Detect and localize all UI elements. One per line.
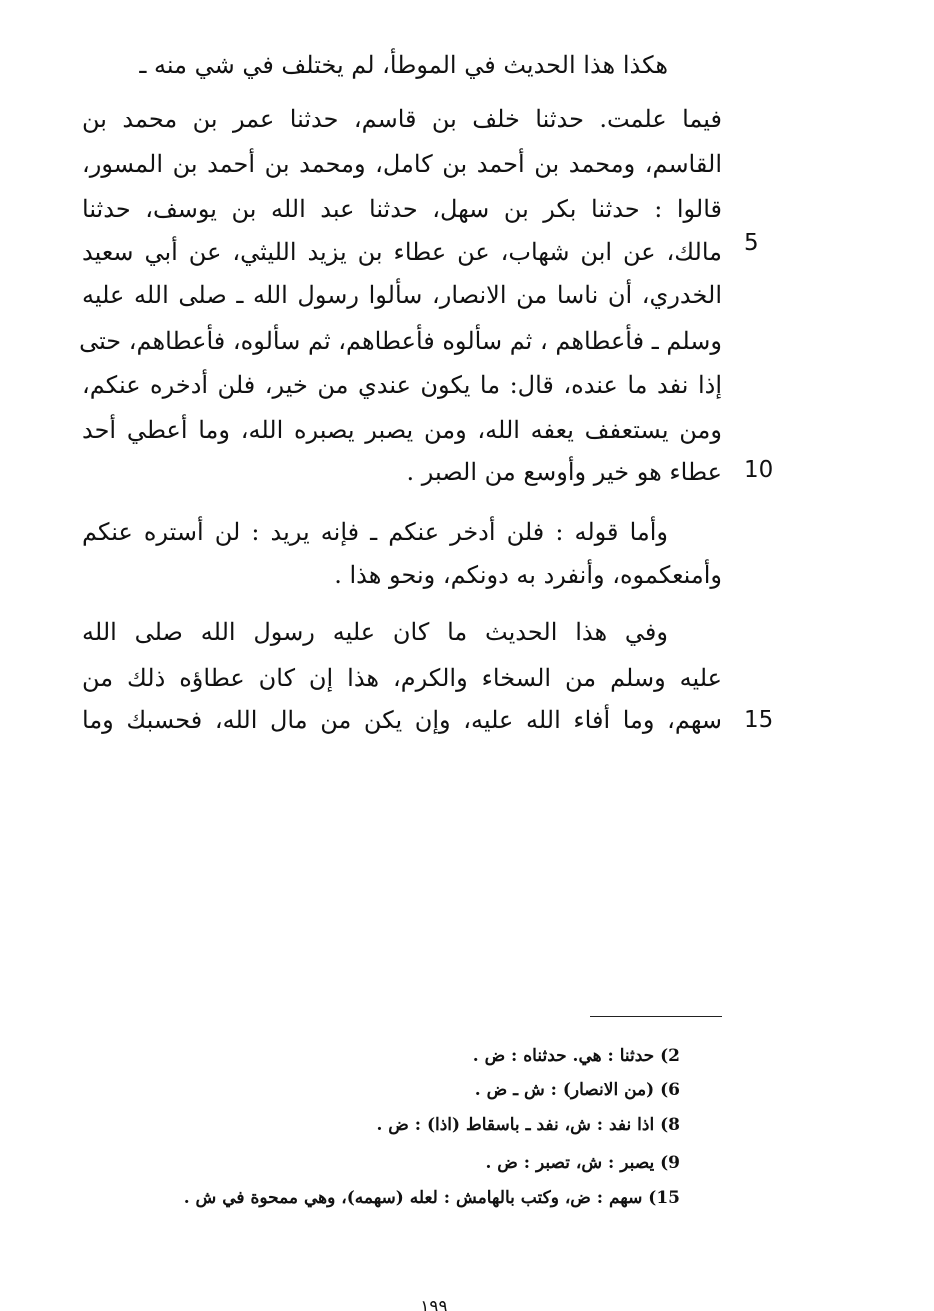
footnote: 6) (من الانصار) : ش ـ ض . xyxy=(474,1080,680,1100)
text-line: وفي هذا الحديث ما كان عليه رسول الله صلى الله xyxy=(82,618,668,646)
footnote: 8) اذا نفد : ش، نفد ـ باسقاط (اذا) : ض . xyxy=(376,1115,680,1135)
text-line: إذا نفد ما عنده، قال: ما يكون عندي من خير، فلن أدخره عنكم، xyxy=(82,371,722,399)
text-line: قالوا : حدثنا بكر بن سهل، حدثنا عبد الله بن يوسف، حدثنا xyxy=(82,195,722,223)
text-line: القاسم، ومحمد بن أحمد بن كامل، ومحمد بن أحمد بن المسور، xyxy=(82,150,722,178)
footnote: 2) حدثنا : هي. حدثناه : ض . xyxy=(472,1046,680,1066)
text-line: عطاء هو خير وأوسع من الصبر . xyxy=(406,458,722,486)
line-number: 10 xyxy=(744,457,774,483)
text-line: الخدري، أن ناسا من الانصار، سألوا رسول الله ـ صلى الله عليه xyxy=(82,281,722,309)
page-number: ١٩٩ xyxy=(420,1297,448,1311)
footnote: 15) سهم : ض، وكتب بالهامش : لعله (سهمه)، وهي ممحوة في ش . xyxy=(183,1188,680,1208)
text-line: عليه وسلم من السخاء والكرم، هذا إن كان عطاؤه ذلك من xyxy=(82,664,722,692)
text-line: فيما علمت. حدثنا خلف بن قاسم، حدثنا عمر بن محمد بن xyxy=(82,105,722,133)
text-line: وسلم ـ فأعطاهم ، ثم سألوه فأعطاهم، ثم سألوه، فأعطاهم، حتى xyxy=(79,327,722,355)
footnote-divider xyxy=(590,1016,722,1017)
text-line: سهم، وما أفاء الله عليه، وإن يكن من مال الله، فحسبك وما xyxy=(82,706,722,734)
text-line: وأما قوله : فلن أدخر عنكم ـ فإنه يريد : لن أستره عنكم xyxy=(82,518,668,546)
text-line: هكذا هذا الحديث في الموطأ، لم يختلف في شي منه ـ xyxy=(139,51,668,79)
footnote: 9) يصبر : ش، تصبر : ض . xyxy=(485,1153,680,1173)
line-number: 5 xyxy=(744,230,759,256)
line-number: 15 xyxy=(744,707,774,733)
text-line: وأمنعكموه، وأنفرد به دونكم، ونحو هذا . xyxy=(334,561,722,589)
text-line: ومن يستعفف يعفه الله، ومن يصبر يصبره الله، وما أعطي أحد xyxy=(82,416,722,444)
text-line: مالك، عن ابن شهاب، عن عطاء بن يزيد الليثي، عن أبي سعيد xyxy=(82,238,722,266)
